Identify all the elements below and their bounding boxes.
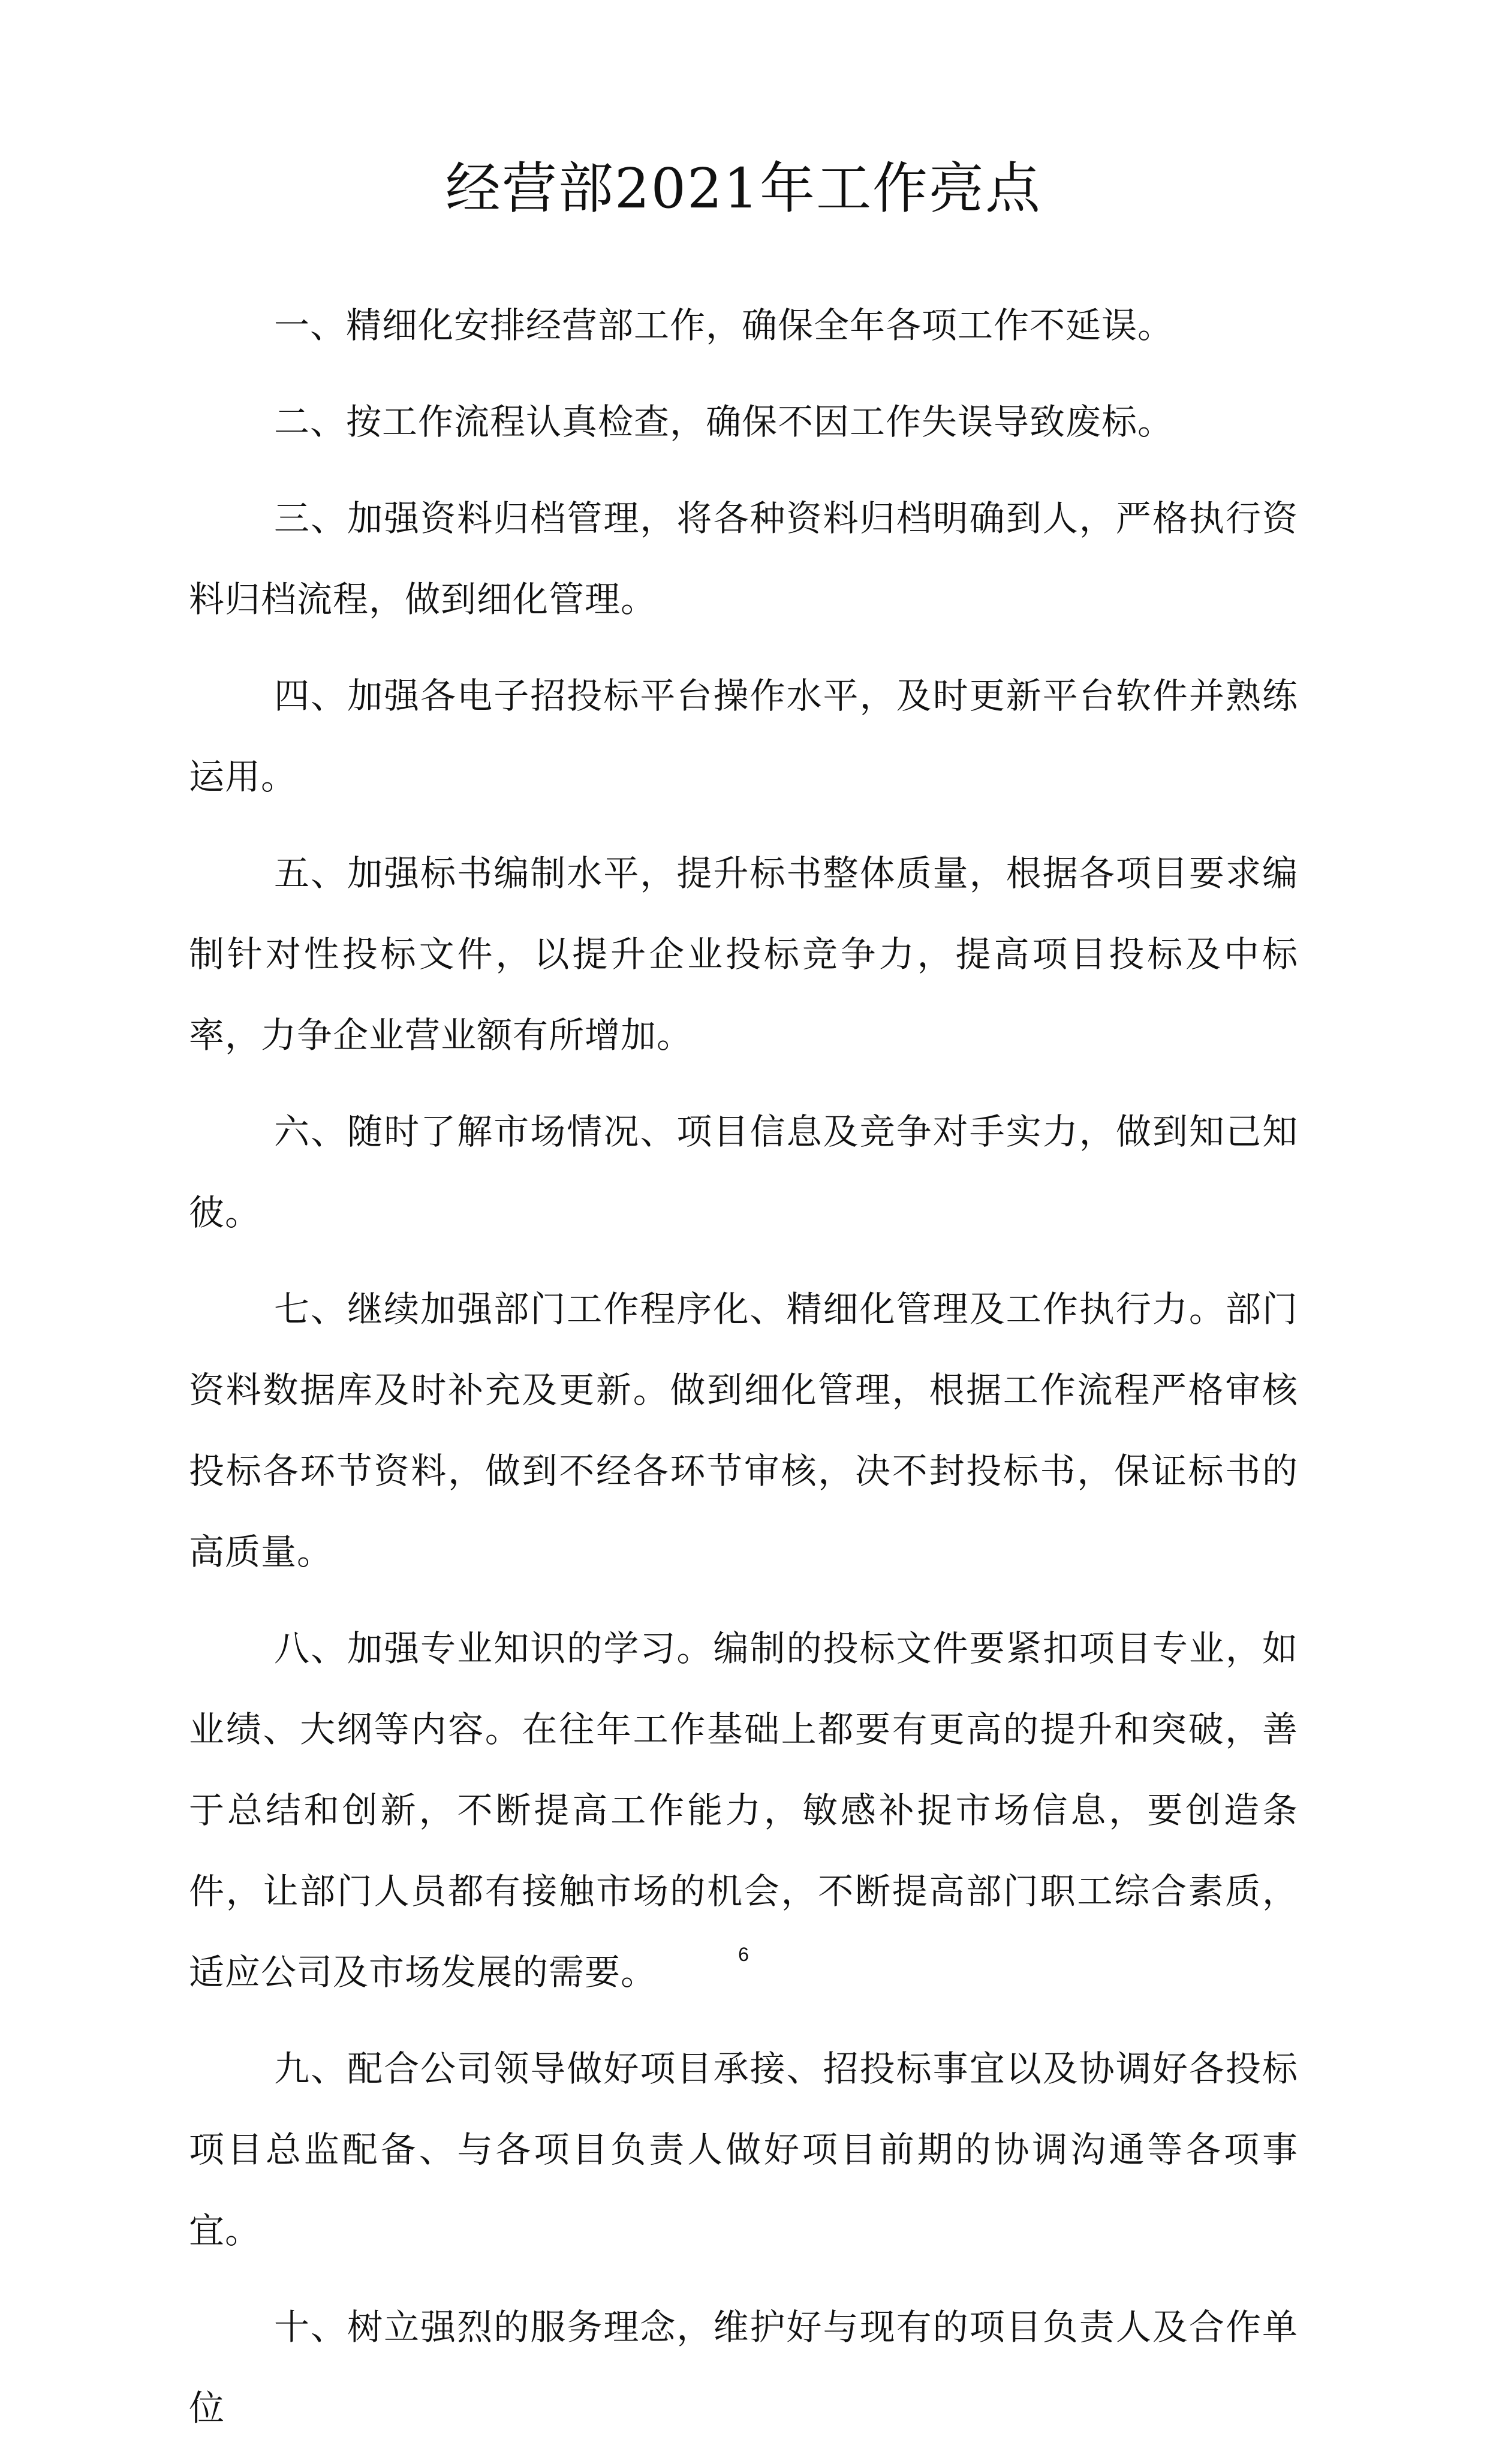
paragraph-6: 六、随时了解市场情况、项目信息及竞争对手实力，做到知己知彼。 (189, 1111, 1298, 1233)
paragraph-7: 七、继续加强部门工作程序化、精细化管理及工作执行力。部门资料数据库及时补充及更新。做到细化管理，根据工作流程严格审核投标各环节资料，做到不经各环节审核，决不封投标书，保证标书的高质量。 (189, 1288, 1298, 1573)
document-title: 经营部2021年工作亮点 (445, 156, 1042, 221)
paragraph-1: 一、精细化安排经营部工作，确保全年各项工作不延误。 (274, 305, 1174, 346)
paragraph-5: 五、加强标书编制水平，提升标书整体质量，根据各项目要求编制针对性投标文件，以提升企业投标竞争力，提高项目投标及中标率，力争企业营业额有所增加。 (189, 853, 1298, 1056)
paragraph-9: 九、配合公司领导做好项目承接、招投标事宜以及协调好各投标项目总监配备、与各项目负责人做好项目前期的协调沟通等各项事宜。 (189, 2048, 1298, 2251)
document-body (189, 285, 1298, 2464)
paragraph-3: 三、加强资料归档管理，将各种资料归档明确到人，严格执行资料归档流程，做到细化管理。 (189, 498, 1298, 620)
paragraph-4: 四、加强各电子招投标平台操作水平，及时更新平台软件并熟练运用。 (189, 675, 1298, 797)
paragraph-8: 八、加强专业知识的学习。编制的投标文件要紧扣项目专业，如业绩、大纲等内容。在往年工作基础上都要有更高的提升和突破，善于总结和创新，不断提高工作能力，敏感补捉市场信息，要创造条件，让部门人员都有接触市场的机会，不断提高部门职工综合素质，适应公司及市场发展的需要。 (189, 1628, 1298, 1993)
paragraph-10: 十、树立强烈的服务理念，维护好与现有的项目负责人及合作单位 (189, 2306, 1298, 2429)
page-number: 6 (738, 1944, 749, 1965)
paragraph-2: 二、按工作流程认真检查，确保不因工作失误导致废标。 (274, 401, 1174, 442)
